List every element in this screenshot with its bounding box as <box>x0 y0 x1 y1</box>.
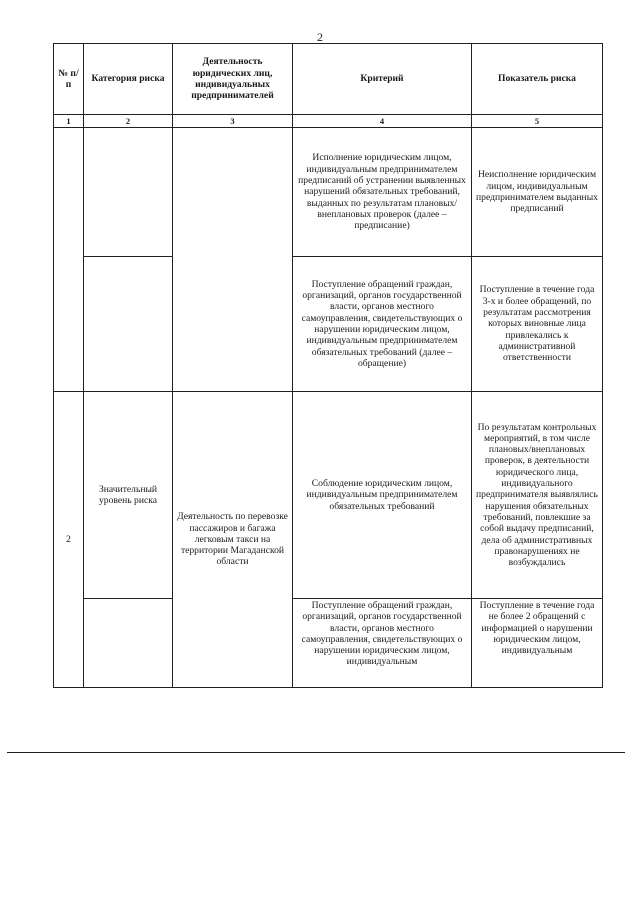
table-row <box>54 257 603 392</box>
criterion-cell: Исполнение юридическим лицом, индивидуальным предпринимателем предписаний об устранении выявленных нарушений обязательных требований, выданных по результатам плановых/ внеплановых проверок (далее – предписание) <box>293 128 472 257</box>
risk-category-cell <box>84 599 173 688</box>
activity-cell <box>173 128 293 392</box>
header-activity: Деятельность юридических лиц, индивидуальных предпринимателей <box>173 44 293 115</box>
footer-divider <box>7 752 625 753</box>
table-header-row <box>54 44 603 115</box>
column-number: 4 <box>293 115 472 128</box>
row-number-cell <box>54 128 84 392</box>
header-criterion: Критерий <box>293 44 472 115</box>
column-number: 5 <box>472 115 603 128</box>
header-number: № п/п <box>54 44 84 115</box>
risk-criteria-table <box>53 43 603 688</box>
activity-cell: Деятельность по перевозке пассажиров и багажа легковым такси на территории Магаданской области <box>173 392 293 688</box>
header-risk-indicator: Показатель риска <box>472 44 603 115</box>
criterion-cell: Поступление обращений граждан, организаций, органов государственной власти, органов местного самоуправления, свидетельствующих о нарушении юридическим лицом, индивидуальным предпринимателем обязательных требований (далее – обращение) <box>293 257 472 392</box>
table-row <box>54 599 603 688</box>
table-row <box>54 392 603 599</box>
row-number-cell: 2 <box>54 392 84 688</box>
risk-indicator-cell: Поступление в течение года не более 2 обращений с информацией о нарушении юридическим лицом, индивидуальным <box>472 599 603 688</box>
risk-indicator-cell: Поступление в течение года 3-х и более обращений, по результатам рассмотрения которых виновные лица привлекались к административной ответственности <box>472 257 603 392</box>
risk-category-cell: Значительный уровень риска <box>84 392 173 599</box>
column-numbers-row <box>54 115 603 128</box>
table-row <box>54 128 603 257</box>
column-number: 2 <box>84 115 173 128</box>
criterion-cell: Соблюдение юридическим лицом, индивидуальным предпринимателем обязательных требований <box>293 392 472 599</box>
column-number: 1 <box>54 115 84 128</box>
risk-category-cell <box>84 257 173 392</box>
risk-indicator-cell: По результатам контрольных мероприятий, в том числе плановых/внеплановых проверок, в деятельности юридического лица, индивидуального предпринимателя выявлялись нарушения обязательных требований, повлекшие за собой выдачу предписаний, дела об административных правонарушениях не возбуждались <box>472 392 603 599</box>
header-risk-category: Категория риска <box>84 44 173 115</box>
criterion-cell: Поступление обращений граждан, организаций, органов государственной власти, органов местного самоуправления, свидетельствующих о нарушении юридическим лицом, индивидуальным <box>293 599 472 688</box>
risk-category-cell <box>84 128 173 257</box>
column-number: 3 <box>173 115 293 128</box>
page-number: 2 <box>317 30 323 44</box>
risk-indicator-cell: Неисполнение юридическим лицом, индивидуальным предпринимателем выданных предписаний <box>472 128 603 257</box>
